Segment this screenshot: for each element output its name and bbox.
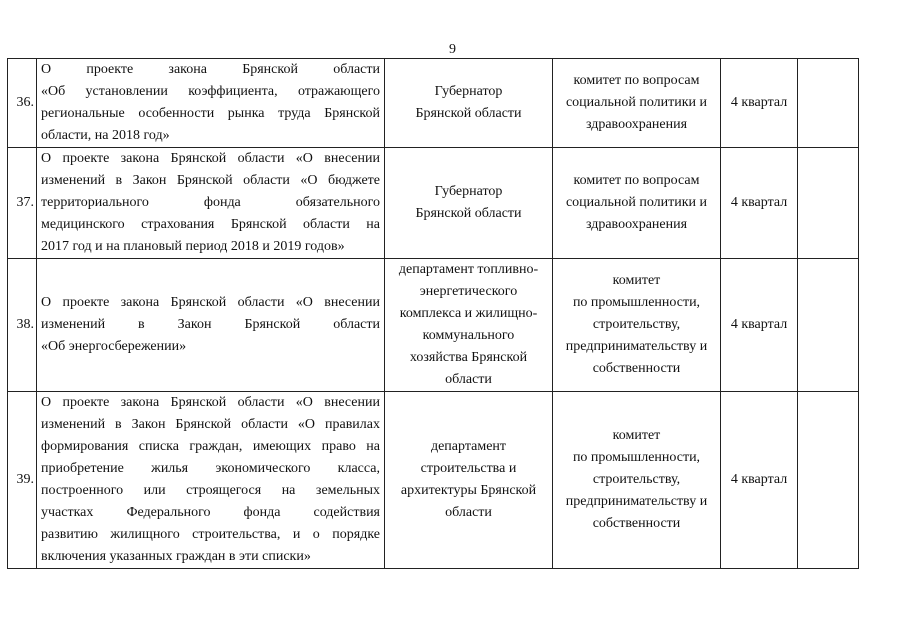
bill-title: О проекте закона Брянской области «О внесении изменений в Закон Брянской области «О правилах формирования списка граждан, имеющих право на приобретение жилья экономического класса, построенного или строящегося на земельных участках Федерального фонда содействия развитию жилищного строительства, и о порядке включения указанных граждан в эти списки» <box>37 392 385 569</box>
term: 4 квартал <box>721 259 798 392</box>
bill-title: О проекте закона Брянской области «О внесении изменений в Закон Брянской области «Об энергосбережении» <box>37 259 385 392</box>
empty-cell <box>798 148 859 259</box>
table-row <box>8 392 859 569</box>
row-number: 37. <box>8 148 37 259</box>
empty-cell <box>798 392 859 569</box>
responsible-body: Губернатор Брянской области <box>385 59 553 148</box>
legislative-plan-table <box>7 58 859 569</box>
term: 4 квартал <box>721 59 798 148</box>
responsible-body: департамент топливно- энергетического комплекса и жилищно- коммунального хозяйства Брянской области <box>385 259 553 392</box>
responsible-body: Губернатор Брянской области <box>385 148 553 259</box>
table-row <box>8 148 859 259</box>
row-number: 36. <box>8 59 37 148</box>
responsible-body: департамент строительства и архитектуры Брянской области <box>385 392 553 569</box>
table-row <box>8 59 859 148</box>
page-number: 9 <box>449 42 456 57</box>
term: 4 квартал <box>721 148 798 259</box>
committee: комитет по вопросам социальной политики и здравоохранения <box>553 148 721 259</box>
row-number: 39. <box>8 392 37 569</box>
committee: комитет по промышленности, строительству, предпринимательству и собственности <box>553 259 721 392</box>
committee: комитет по промышленности, строительству, предпринимательству и собственности <box>553 392 721 569</box>
term: 4 квартал <box>721 392 798 569</box>
bill-title: О проекте закона Брянской области «Об установлении коэффициента, отражающего региональные особенности рынка труда Брянской области, на 2018 год» <box>37 59 385 148</box>
empty-cell <box>798 59 859 148</box>
row-number: 38. <box>8 259 37 392</box>
committee: комитет по вопросам социальной политики и здравоохранения <box>553 59 721 148</box>
bill-title: О проекте закона Брянской области «О внесении изменений в Закон Брянской области «О бюджете территориального фонда обязательного медицинского страхования Брянской области на 2017 год и на плановый период 2018 и 2019 годов» <box>37 148 385 259</box>
table-row <box>8 259 859 392</box>
empty-cell <box>798 259 859 392</box>
